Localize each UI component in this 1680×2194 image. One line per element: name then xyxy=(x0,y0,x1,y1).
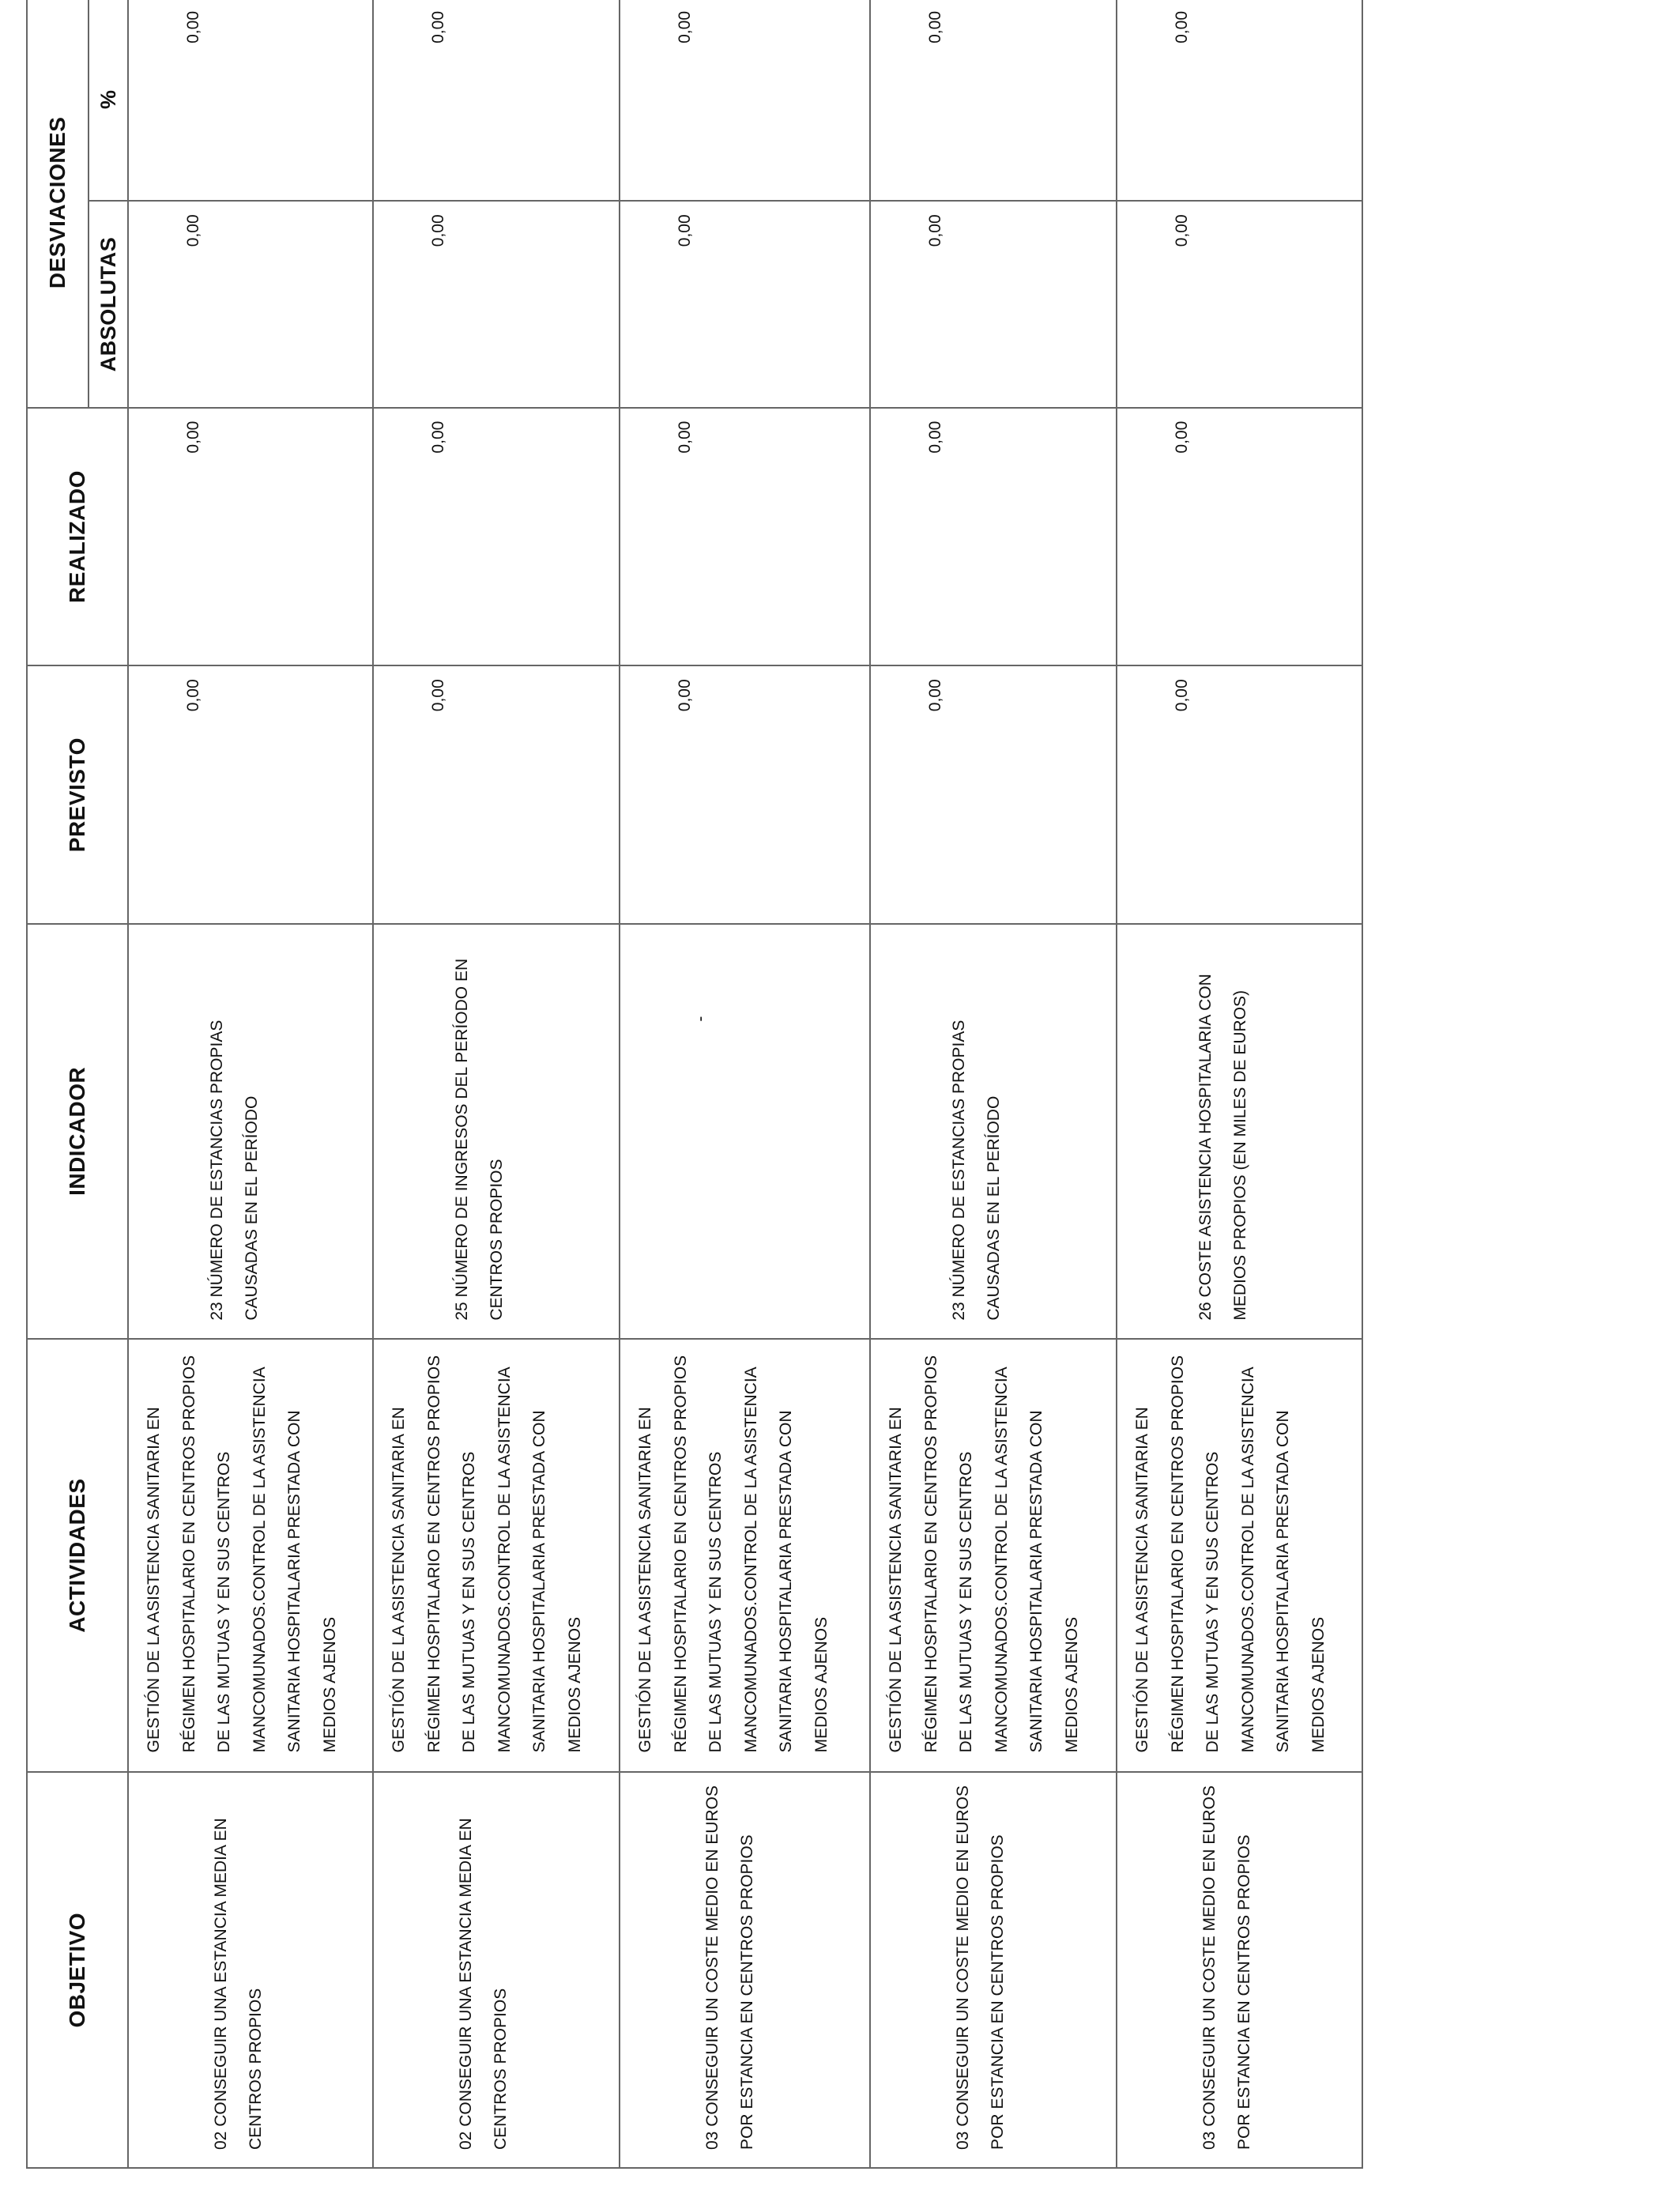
header-realizado: REALIZADO xyxy=(27,408,128,666)
objetivo-text: 03 CONSEGUIR UN COSTE MEDIO EN EUROS POR ESTANCIA EN CENTROS PROPIOS xyxy=(954,1785,1007,2150)
indicador-text: 26 COSTE ASISTENCIA HOSPITALARIA CON MEDIOS PROPIOS (EN MILES DE EUROS) xyxy=(1196,974,1249,1321)
previsto-value: 0,00 xyxy=(926,679,944,712)
actividades-text-cell xyxy=(373,1339,620,1773)
objetivo-text: 02 CONSEGUIR UNA ESTANCIA MEDIA EN CENTROS PROPIOS xyxy=(212,1818,265,2150)
indicador-text: - xyxy=(691,1016,710,1022)
porcentaje-value: 0,00 xyxy=(184,11,202,43)
objetivo-text: 02 CONSEGUIR UNA ESTANCIA MEDIA EN CENTROS PROPIOS xyxy=(457,1818,510,2150)
porcentaje-value: 0,00 xyxy=(676,11,694,43)
header-absolutas: ABSOLUTAS xyxy=(89,201,128,407)
porcentaje-value-cell xyxy=(620,0,870,201)
table-row xyxy=(128,0,373,2168)
previsto-value-cell xyxy=(1117,665,1362,924)
porcentaje-value: 0,00 xyxy=(1173,11,1191,43)
absolutas-value-cell xyxy=(373,201,620,407)
realizado-value: 0,00 xyxy=(429,420,447,454)
realizado-value-cell xyxy=(620,408,870,666)
objetivo-text: 03 CONSEGUIR UN COSTE MEDIO EN EUROS POR ESTANCIA EN CENTROS PROPIOS xyxy=(703,1785,756,2150)
previsto-value: 0,00 xyxy=(429,679,447,712)
indicador-text-cell xyxy=(373,924,620,1339)
porcentaje-value-cell xyxy=(1117,0,1362,201)
previsto-value: 0,00 xyxy=(1173,679,1191,712)
previsto-value-cell xyxy=(373,665,620,924)
objetivo-text: 03 CONSEGUIR UN COSTE MEDIO EN EUROS POR ESTANCIA EN CENTROS PROPIOS xyxy=(1200,1785,1253,2150)
objetivo-text-cell xyxy=(620,1772,870,2168)
porcentaje-value-cell xyxy=(373,0,620,201)
realizado-value: 0,00 xyxy=(926,420,944,454)
realizado-value: 0,00 xyxy=(184,420,202,454)
realizado-value-cell xyxy=(1117,408,1362,666)
previsto-value-cell xyxy=(870,665,1117,924)
actividades-text: GESTIÓN DE LA ASISTENCIA SANITARIA EN RÉGIMEN HOSPITALARIO EN CENTROS PROPIOS DE LAS MUTUAS Y EN SUS CENTROS MANCOMUNADOS.CONTROL DE LA ASISTENCIA SANITARIA HOSPITALARIA PRESTADA CON MEDIOS AJENOS xyxy=(145,1355,339,1753)
indicador-text-cell xyxy=(620,924,870,1339)
actividades-text: GESTIÓN DE LA ASISTENCIA SANITARIA EN RÉGIMEN HOSPITALARIO EN CENTROS PROPIOS DE LAS MUTUAS Y EN SUS CENTROS MANCOMUNADOS.CONTROL DE LA ASISTENCIA SANITARIA HOSPITALARIA PRESTADA CON MEDIOS AJENOS xyxy=(887,1355,1081,1753)
table-row xyxy=(870,0,1117,2168)
actividades-text: GESTIÓN DE LA ASISTENCIA SANITARIA EN RÉGIMEN HOSPITALARIO EN CENTROS PROPIOS DE LAS MUTUAS Y EN SUS CENTROS MANCOMUNADOS.CONTROL DE LA ASISTENCIA SANITARIA HOSPITALARIA PRESTADA CON MEDIOS AJENOS xyxy=(636,1355,831,1753)
absolutas-value: 0,00 xyxy=(926,214,944,247)
header-porcentaje: % xyxy=(89,0,128,201)
header-actividades: ACTIVIDADES xyxy=(27,1339,128,1773)
absolutas-value: 0,00 xyxy=(676,214,694,247)
objetivo-text-cell xyxy=(870,1772,1117,2168)
realizado-value: 0,00 xyxy=(676,420,694,454)
absolutas-value: 0,00 xyxy=(1173,214,1191,247)
indicador-text-cell xyxy=(870,924,1117,1339)
objetivo-text-cell xyxy=(1117,1772,1362,2168)
porcentaje-value-cell xyxy=(870,0,1117,201)
actividades-text-cell xyxy=(620,1339,870,1773)
absolutas-value: 0,00 xyxy=(184,214,202,247)
absolutas-value: 0,00 xyxy=(429,214,447,247)
porcentaje-value: 0,00 xyxy=(429,11,447,43)
absolutas-value-cell xyxy=(620,201,870,407)
absolutas-value-cell xyxy=(128,201,373,407)
header-objetivo: OBJETIVO xyxy=(27,1772,128,2168)
previsto-value-cell xyxy=(620,665,870,924)
table-row xyxy=(620,0,870,2168)
objetivo-text-cell xyxy=(373,1772,620,2168)
table-body xyxy=(128,0,1362,2168)
objectives-table xyxy=(26,0,1363,2169)
header-desviaciones: DESVIACIONES xyxy=(27,0,89,408)
indicador-text-cell xyxy=(128,924,373,1339)
indicador-text: 23 NÚMERO DE ESTANCIAS PROPIAS CAUSADAS EN EL PERÍODO xyxy=(208,1020,261,1321)
actividades-text-cell xyxy=(1117,1339,1362,1773)
actividades-text-cell xyxy=(870,1339,1117,1773)
header-indicador: INDICADOR xyxy=(27,924,128,1339)
previsto-value-cell xyxy=(128,665,373,924)
actividades-text: GESTIÓN DE LA ASISTENCIA SANITARIA EN RÉGIMEN HOSPITALARIO EN CENTROS PROPIOS DE LAS MUTUAS Y EN SUS CENTROS MANCOMUNADOS.CONTROL DE LA ASISTENCIA SANITARIA HOSPITALARIA PRESTADA CON MEDIOS AJENOS xyxy=(1133,1355,1328,1753)
porcentaje-value: 0,00 xyxy=(926,11,944,43)
indicador-text: 25 NÚMERO DE INGRESOS DEL PERÍODO EN CENTROS PROPIOS xyxy=(453,958,506,1321)
indicador-text-cell xyxy=(1117,924,1362,1339)
actividades-text: GESTIÓN DE LA ASISTENCIA SANITARIA EN RÉGIMEN HOSPITALARIO EN CENTROS PROPIOS DE LAS MUTUAS Y EN SUS CENTROS MANCOMUNADOS.CONTROL DE LA ASISTENCIA SANITARIA HOSPITALARIA PRESTADA CON MEDIOS AJENOS xyxy=(390,1355,584,1753)
header-previsto: PREVISTO xyxy=(27,665,128,924)
absolutas-value-cell xyxy=(870,201,1117,407)
absolutas-value-cell xyxy=(1117,201,1362,407)
table-row xyxy=(1117,0,1362,2168)
realizado-value-cell xyxy=(128,408,373,666)
porcentaje-value-cell xyxy=(128,0,373,201)
indicador-text: 23 NÚMERO DE ESTANCIAS PROPIAS CAUSADAS EN EL PERÍODO xyxy=(950,1020,1003,1321)
table-row xyxy=(373,0,620,2168)
previsto-value: 0,00 xyxy=(184,679,202,712)
realizado-value-cell xyxy=(870,408,1117,666)
previsto-value: 0,00 xyxy=(676,679,694,712)
objetivo-text-cell xyxy=(128,1772,373,2168)
realizado-value: 0,00 xyxy=(1173,420,1191,454)
actividades-text-cell xyxy=(128,1339,373,1773)
realizado-value-cell xyxy=(373,408,620,666)
